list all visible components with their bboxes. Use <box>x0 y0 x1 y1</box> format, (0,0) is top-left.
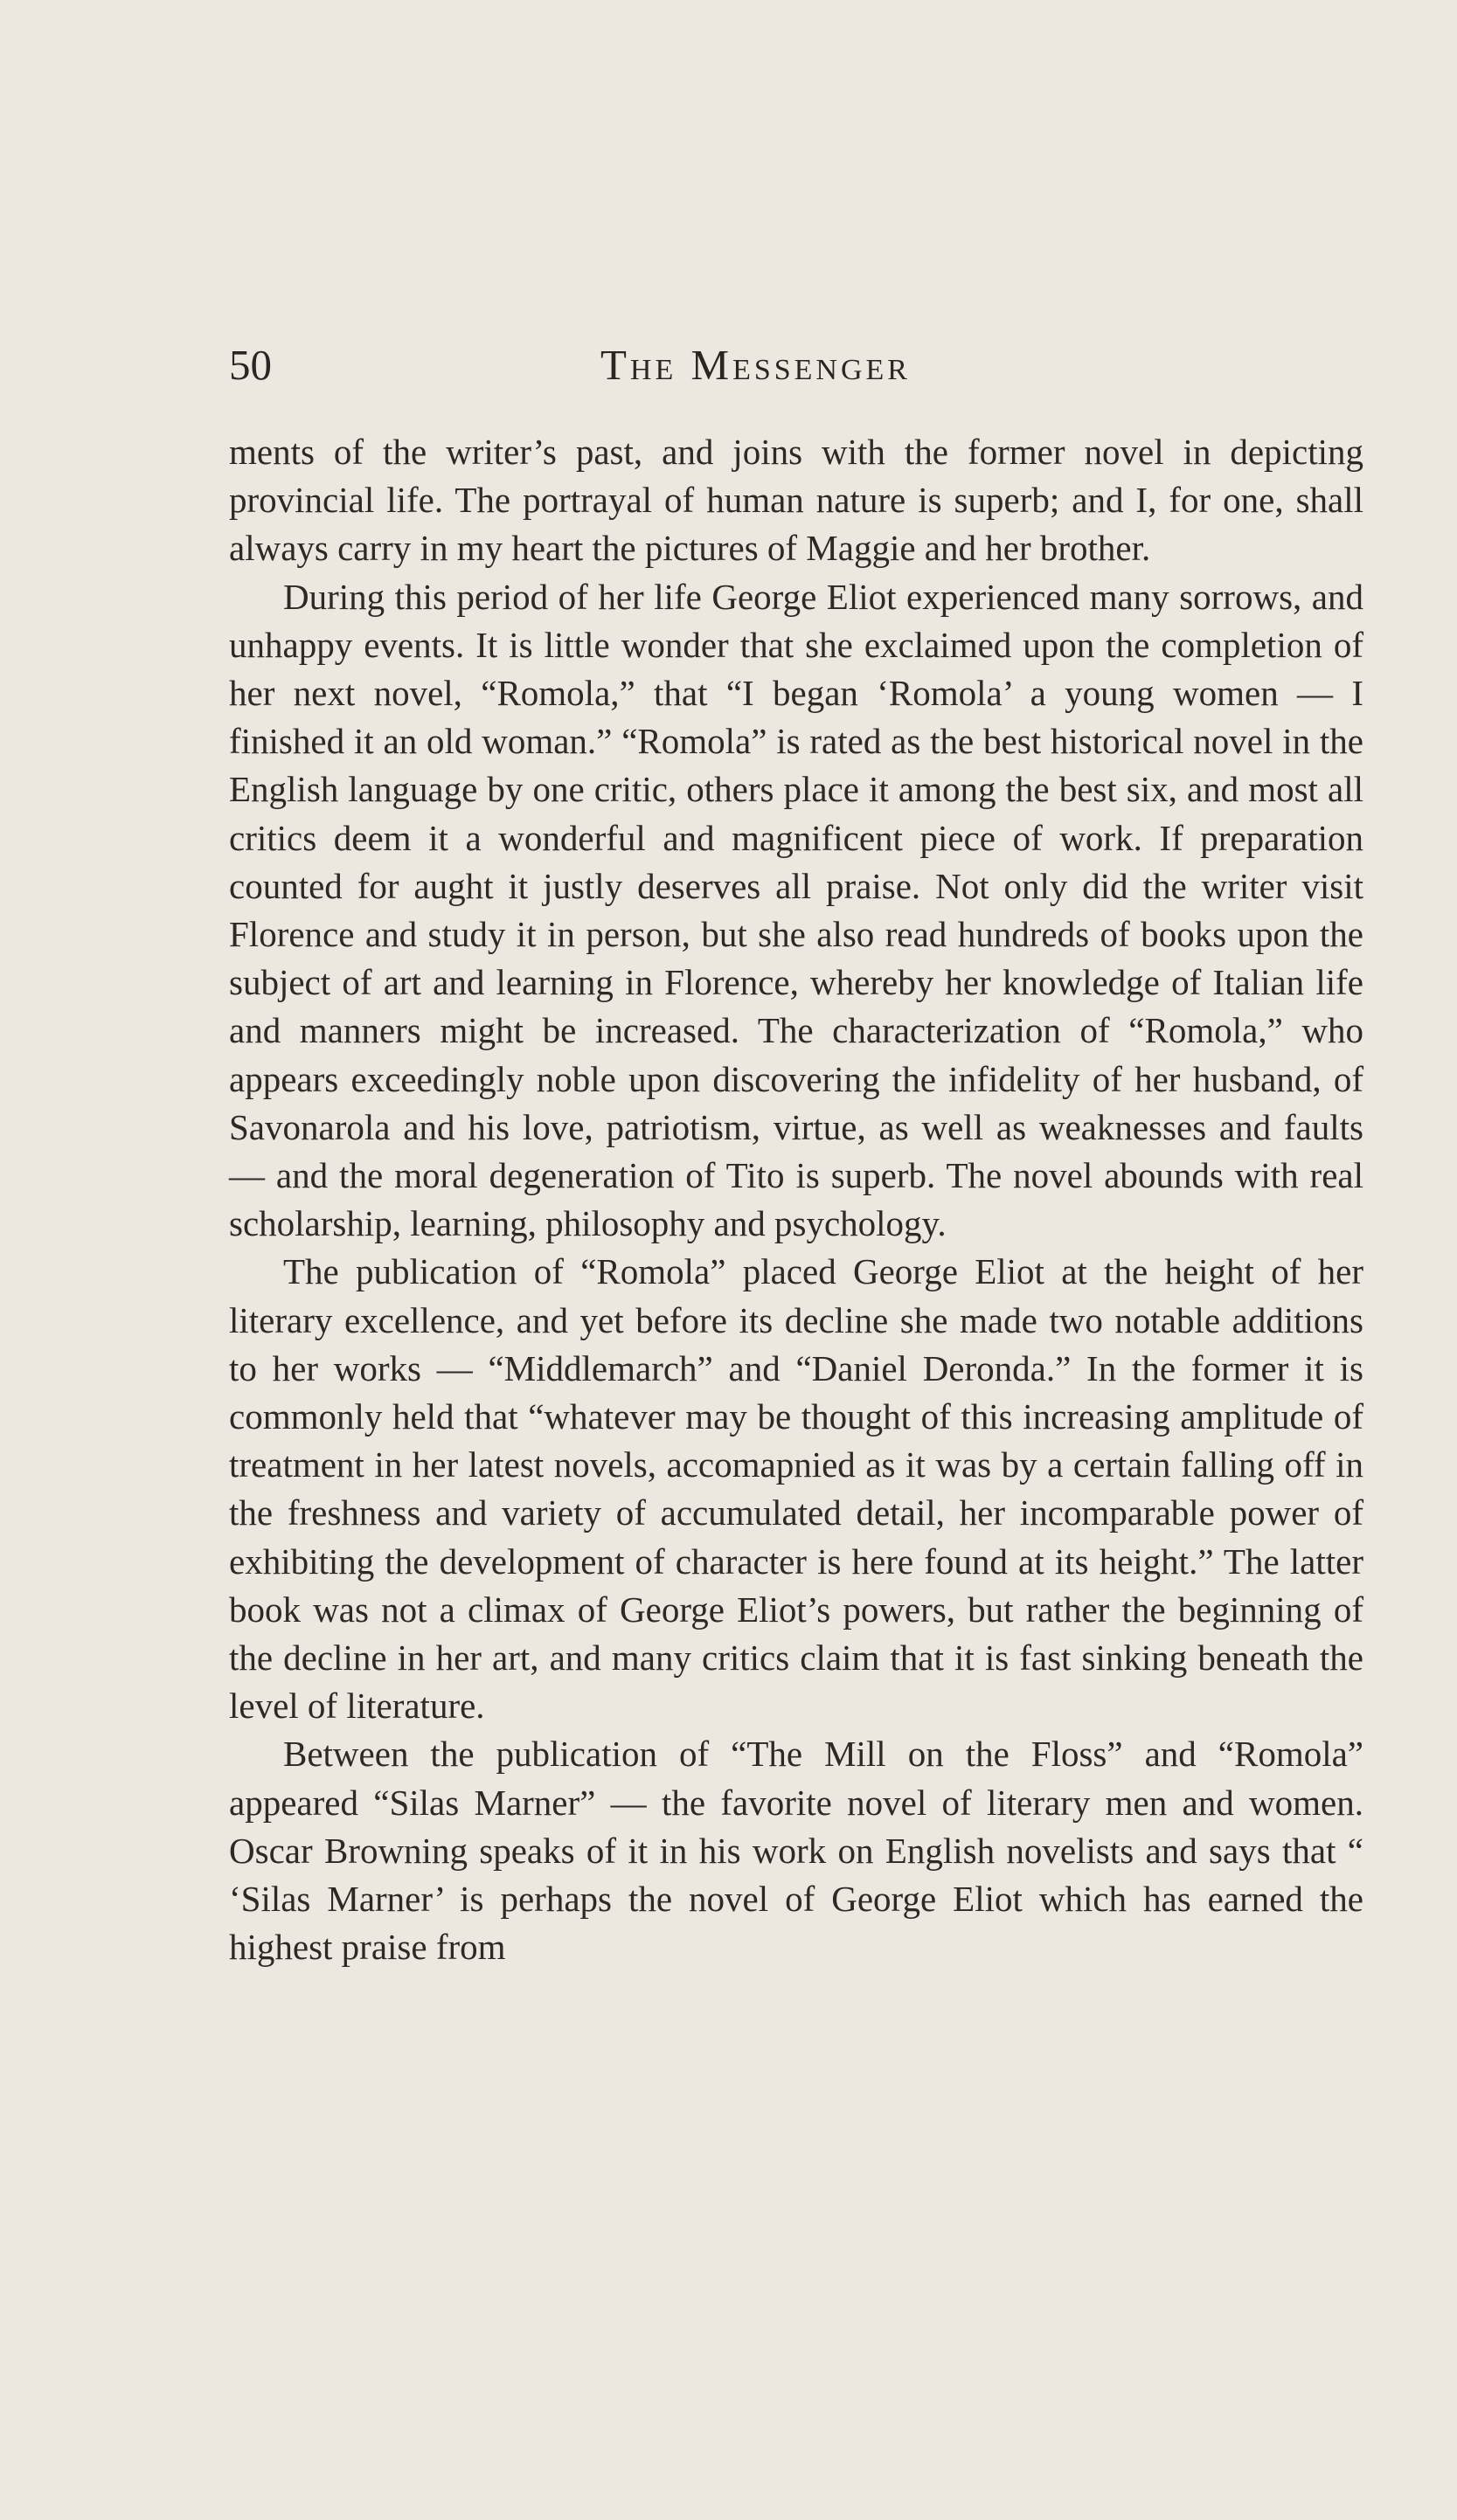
paragraph-middlemarch: The publication of “Romola” placed George Eliot at the height of her literary excellence, and yet before its decline she made two notable additions to her works — “Middlemarch” and “Daniel Deronda.” In the former it is commonly held that “whatever may be thought of this increasing amplitude of treatment in her latest novels, accomapnied as it was by a certain falling off in the freshness and variety of accumulated detail, her incomparable power of exhibiting the development of character is here found at its height.” The latter book was not a climax of George Eliot’s powers, but rather the beginning of the decline in her art, and many critics claim that it is fast sinking beneath the level of literature. <box>229 1251 1363 1727</box>
paragraph-silas-marner: Between the publication of “The Mill on the Floss” and “Romola” appeared “Silas Marner” — the favorite novel of literary men and women. Oscar Browning speaks of it in his work on English novelists and says that “ ‘Silas Marner’ is perhaps the novel of George Eliot which has earned the highest praise from <box>229 1734 1363 1968</box>
page-header <box>229 335 1363 396</box>
paragraph-continuation: ments of the writer’s past, and joins with the former novel in depicting provincial life. The portrayal of human nature is superb; and I, for one, shall always carry in my heart the pictures of Maggie and her brother. <box>229 432 1363 569</box>
page-number: 50 <box>229 341 272 389</box>
running-head: The Messenger <box>600 341 911 389</box>
body-text <box>229 428 1363 1972</box>
paragraph-romola: During this period of her life George Eliot experienced many sorrows, and unhappy events. It is little wonder that she exclaimed upon the completion of her next novel, “Romola,” that “I began ‘Romola’ a young women — I finished it an old woman.” “Romola” is rated as the best historical novel in the English language by one critic, others place it among the best six, and most all critics deem it a wonderful and magnificent piece of work. If preparation counted for aught it justly deserves all praise. Not only did the writer visit Florence and study it in person, but she also read hundreds of books upon the subject of art and learning in Florence, whereby her knowledge of Italian life and manners might be increased. The characterization of “Romola,” who appears exceedingly noble upon discovering the infidelity of her husband, of Savonarola and his love, patriotism, virtue, as well as weaknesses and faults — and the moral degeneration of Tito is superb. The novel abounds with real scholarship, learning, philosophy and psychology. <box>229 576 1363 1244</box>
